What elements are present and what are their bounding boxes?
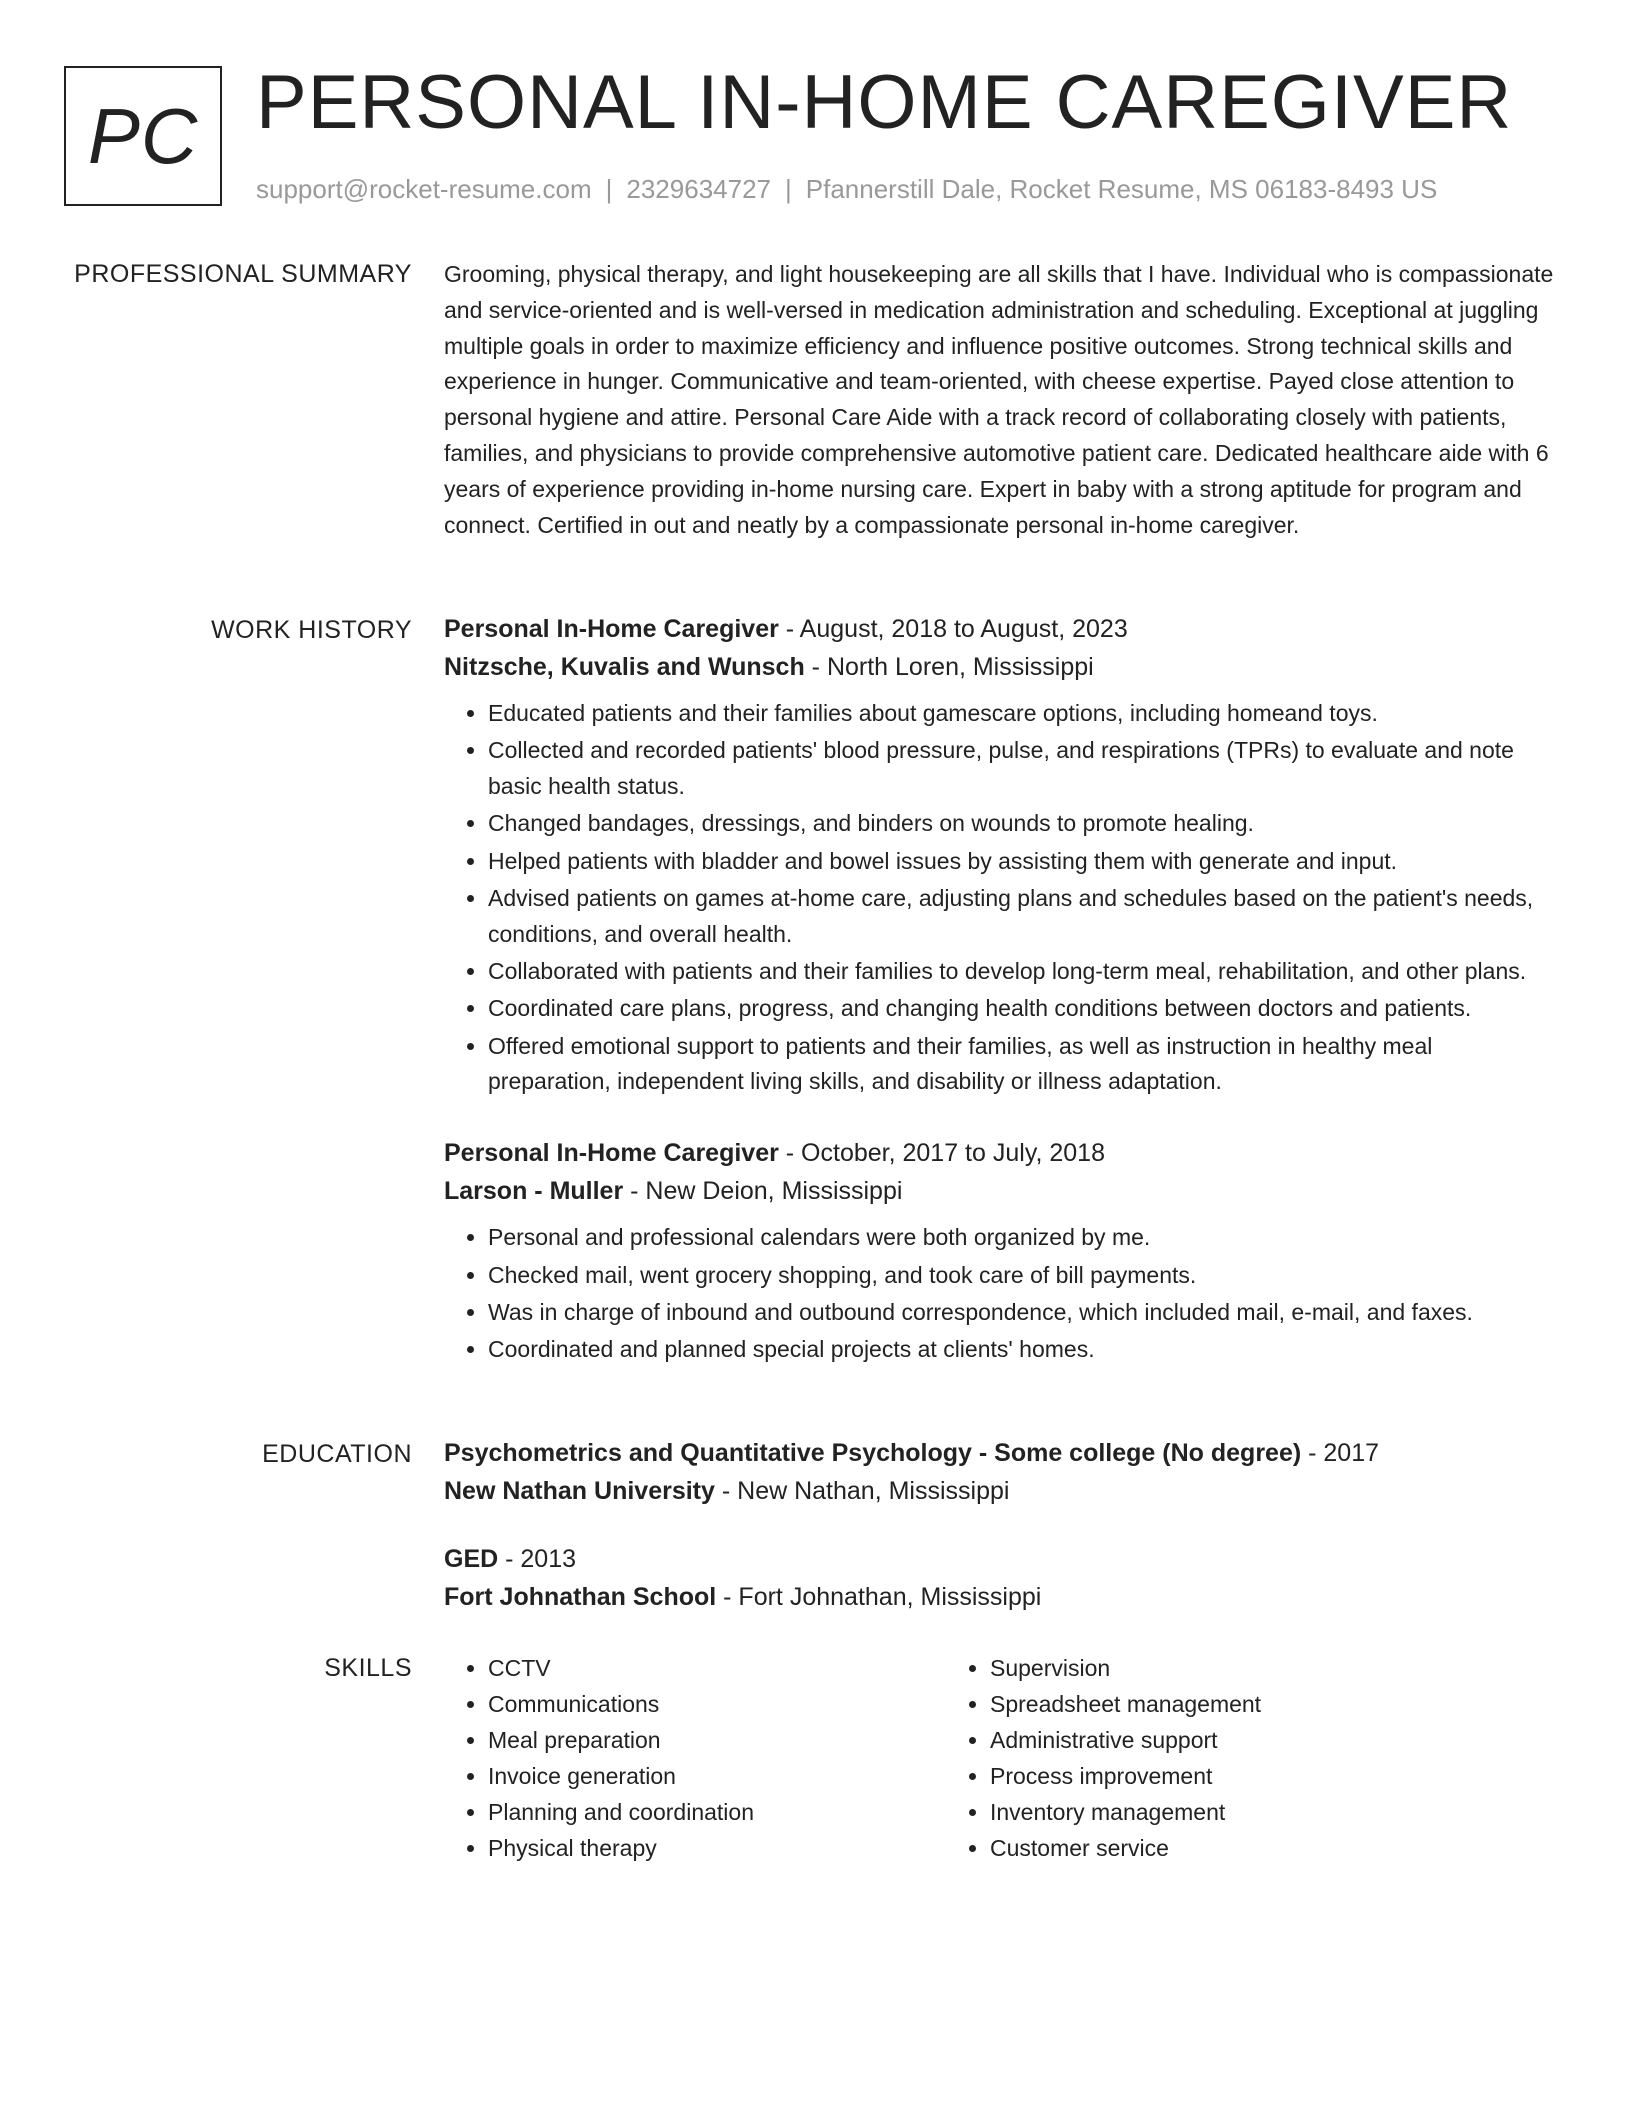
- education-school-line: [444, 1578, 1554, 1616]
- job-title: Personal In-Home Caregiver: [444, 1139, 779, 1168]
- job-employer: Nitzsche, Kuvalis and Wunsch: [444, 653, 805, 681]
- education-degree: GED: [444, 1545, 499, 1573]
- job-duty: • Advised patients on games at-home care, adjusting plans and schedules based on the patient's needs, conditions, and overall health.: [488, 881, 1554, 953]
- education-entry: [444, 1434, 1554, 1510]
- contact-separator: |: [605, 174, 613, 204]
- job-duty: • Changed bandages, dressings, and binders on wounds to promote healing.: [488, 806, 1554, 842]
- contact-phone: 2329634727: [626, 174, 771, 204]
- skill-item: • Inventory management: [990, 1794, 1448, 1830]
- job-employer-line: [444, 648, 1554, 686]
- job-location: - North Loren, Mississippi: [804, 653, 1094, 681]
- section-label-skills: SKILLS: [324, 1654, 412, 1682]
- job-dates: - October, 2017 to July, 2018: [778, 1139, 1105, 1168]
- job-duty: • Checked mail, went grocery shopping, and took care of bill payments.: [488, 1258, 1554, 1294]
- job-duty: • Offered emotional support to patients and their families, as well as instruction in healthy meal preparation, independent living skills, and disability or illness adaptation.: [488, 1029, 1554, 1101]
- job-title-line: [444, 1134, 1554, 1172]
- contact-address: Pfannerstill Dale, Rocket Resume, MS 06183-8493 US: [805, 174, 1438, 204]
- job-location: - New Deion, Mississippi: [623, 1177, 903, 1206]
- skill-item: • Process improvement: [990, 1758, 1448, 1794]
- skills-list-right: [946, 1650, 1448, 1866]
- education-school: Fort Johnathan School: [444, 1583, 717, 1611]
- skill-item: • Planning and coordination: [488, 1794, 946, 1830]
- job-dates: - August, 2018 to August, 2023: [778, 615, 1128, 643]
- education-location: - Fort Johnathan, Mississippi: [716, 1583, 1042, 1611]
- job-duties-list: [444, 1220, 1554, 1368]
- job-employer-line: [444, 1172, 1554, 1210]
- job-duty: • Coordinated care plans, progress, and changing health conditions between doctors and patients.: [488, 991, 1554, 1027]
- skill-item: • Supervision: [990, 1650, 1448, 1686]
- section-label-work-history: WORK HISTORY: [211, 616, 412, 644]
- job-entry: [444, 610, 1554, 1100]
- job-duty: • Was in charge of inbound and outbound correspondence, which included mail, e-mail, and faxes.: [488, 1295, 1554, 1331]
- section-label-education: EDUCATION: [262, 1440, 412, 1468]
- job-duty: • Helped patients with bladder and bowel issues by assisting them with generate and input.: [488, 844, 1554, 880]
- skill-item: • Physical therapy: [488, 1830, 946, 1866]
- skill-item: • Meal preparation: [488, 1722, 946, 1758]
- job-title: Personal In-Home Caregiver: [444, 615, 779, 643]
- job-duty: • Coordinated and planned special projects at clients' homes.: [488, 1332, 1554, 1368]
- skill-item: • CCTV: [488, 1650, 946, 1686]
- education-school: New Nathan University: [444, 1477, 715, 1505]
- resume-title: PERSONAL IN-HOME CAREGIVER: [256, 60, 1513, 145]
- contact-email: support@rocket-resume.com: [256, 174, 592, 204]
- monogram-initials: PC: [87, 92, 199, 180]
- skill-item: • Administrative support: [990, 1722, 1448, 1758]
- skill-item: • Spreadsheet management: [990, 1686, 1448, 1722]
- summary-text: Grooming, physical therapy, and light housekeeping are all skills that I have. Individual who is compassionate and service-oriented and is well-versed in medication administration and scheduling. Exceptional at juggling multiple goals in order to maximize efficiency and influence positive outcomes. Strong technical skills and experience in hunger. Communicative and team-oriented, with cheese expertise. Payed close attention to personal hygiene and attire. Personal Care Aide with a track record of collaborating closely with patients, families, and physicians to provide comprehensive automotive patient care. Dedicated healthcare aide with 6 years of experience providing in-home nursing care. Expert in baby with a strong aptitude for program and connect. Certified in out and neatly by a compassionate personal in-home caregiver.: [444, 261, 1554, 538]
- education-entry: [444, 1540, 1554, 1616]
- contact-separator: |: [785, 174, 792, 204]
- job-title-line: [444, 610, 1554, 648]
- skills-list-left: [444, 1650, 946, 1866]
- job-duties-list: [444, 696, 1554, 1100]
- education-degree-line: [444, 1540, 1554, 1578]
- monogram-badge: [64, 66, 222, 206]
- job-duty: • Educated patients and their families about gamescare options, including homeand toys.: [488, 696, 1554, 732]
- skill-item: • Communications: [488, 1686, 946, 1722]
- education-year: - 2013: [498, 1545, 577, 1573]
- education-degree-line: [444, 1434, 1554, 1472]
- education-location: - New Nathan, Mississippi: [714, 1477, 1010, 1505]
- skill-item: • Customer service: [990, 1830, 1448, 1866]
- job-employer: Larson - Muller: [444, 1177, 624, 1206]
- education-year: - 2017: [1301, 1439, 1380, 1467]
- section-label-summary: PROFESSIONAL SUMMARY: [74, 260, 412, 288]
- job-duty: • Collaborated with patients and their families to develop long-term meal, rehabilitation, and other plans.: [488, 954, 1554, 990]
- contact-line: [256, 174, 1437, 204]
- education-degree: Psychometrics and Quantitative Psychology - Some college (No degree): [444, 1439, 1302, 1467]
- skills-columns: [444, 1650, 1554, 1866]
- job-duty: • Collected and recorded patients' blood pressure, pulse, and respirations (TPRs) to evaluate and note basic health status.: [488, 733, 1554, 805]
- job-entry: [444, 1134, 1554, 1368]
- skill-item: • Invoice generation: [488, 1758, 946, 1794]
- education-school-line: [444, 1472, 1554, 1510]
- job-duty: • Personal and professional calendars were both organized by me.: [488, 1220, 1554, 1256]
